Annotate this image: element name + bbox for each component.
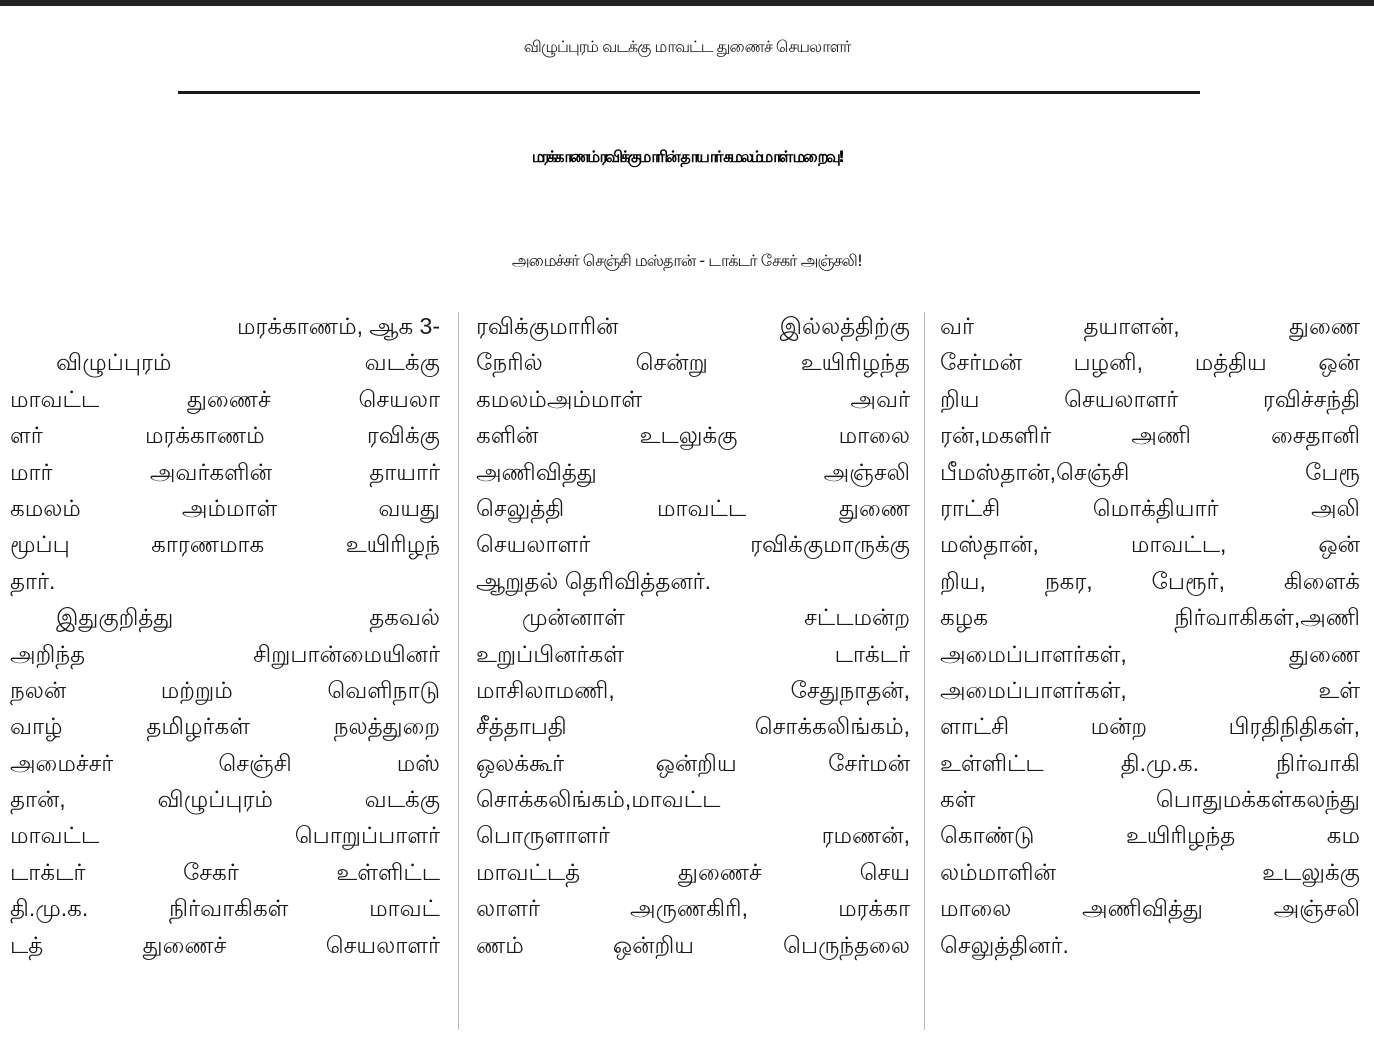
column-line: ஒலக்கூர் ஒன்றிய சேர்மன் <box>476 749 910 776</box>
column-line: றிய, நகர, பேரூர், கிளைக் <box>940 567 1360 594</box>
column-line: ளர் மரக்காணம் ரவிக்கு <box>10 422 440 449</box>
top-border-rule <box>0 0 1374 6</box>
article-column-2 <box>476 308 910 963</box>
column-line: தார். <box>10 567 56 594</box>
column-line: லம்மாளின் உடலுக்கு <box>940 858 1360 885</box>
column-line: மாவட்ட பொறுப்பாளர் <box>10 822 440 849</box>
column-line: டாக்டர் சேகர் உள்ளிட்ட <box>10 858 440 885</box>
column-line: ராட்சி மொக்தியார் அலி <box>940 494 1360 521</box>
column-line: செயலாளர் ரவிக்குமாருக்கு <box>476 531 910 558</box>
column-divider-2 <box>924 312 925 1030</box>
column-line: முன்னாள் சட்டமன்ற <box>522 604 910 631</box>
kicker-underline <box>178 91 1200 94</box>
column-line: றிய செயலாளர் ரவிச்சந்தி <box>940 385 1360 412</box>
column-line: இதுகுறித்து தகவல் <box>56 604 440 631</box>
column-line: தான், விழுப்புரம் வடக்கு <box>10 786 440 813</box>
column-line: ளாட்சி மன்ற பிரதிநிதிகள், <box>940 713 1360 740</box>
column-line: உள்ளிட்ட தி.மு.க. நிர்வாகி <box>940 749 1360 776</box>
column-line: ஆறுதல் தெரிவித்தனர். <box>476 567 712 594</box>
column-line: ரவிக்குமாரின் இல்லத்திற்கு <box>476 313 910 339</box>
column-line: கமலம் அம்மாள் வயது <box>10 494 440 521</box>
column-line: மாசிலாமணி, சேதுநாதன், <box>476 676 910 703</box>
column-line: உறுப்பினர்கள் டாக்டர் <box>476 640 910 667</box>
column-line: களின் உடலுக்கு மாலை <box>476 422 910 449</box>
column-line: லாளர் அருணகிரி, மரக்கா <box>476 895 910 922</box>
column-line: மாவட்ட துணைச் செயலா <box>10 385 440 412</box>
column-line: வர் தயாளன், துணை <box>940 313 1360 339</box>
column-line: கள் பொதுமக்கள்கலந்து <box>940 786 1360 813</box>
column-line: சீத்தாபதி சொக்கலிங்கம், <box>476 713 910 740</box>
column-line: கமலம்அம்மாள் அவர் <box>476 385 910 412</box>
column-line: பீமஸ்தான்,செஞ்சி பேரூ <box>940 458 1360 485</box>
column-line: சேர்மன் பழனி, மத்திய ஒன் <box>940 349 1360 376</box>
dateline: மரக்காணம், ஆக 3- <box>236 313 440 339</box>
column-line: சொக்கலிங்கம்,மாவட்ட <box>476 786 721 813</box>
column-line: அமைப்பாளர்கள், உள் <box>940 676 1360 703</box>
column-line: அமைச்சர் செஞ்சி மஸ் <box>10 749 440 776</box>
column-line: பொருளாளர் ரமணன், <box>476 822 910 849</box>
column-line: அணிவித்து அஞ்சலி <box>476 458 910 485</box>
column-line: செலுத்தி மாவட்ட துணை <box>476 494 910 521</box>
column-line: செலுத்தினர். <box>940 931 1069 958</box>
article-column-3 <box>940 308 1360 963</box>
column-line: விழுப்புரம் வடக்கு <box>56 349 440 376</box>
column-divider-1 <box>458 312 459 1030</box>
column-line: மஸ்தான், மாவட்ட, ஒன் <box>940 531 1360 558</box>
article-column-1 <box>10 308 440 963</box>
kicker-headline: விழுப்புரம் வடக்கு மாவட்ட துணைச் செயலாளர் <box>523 37 851 56</box>
column-line: கழக நிர்வாகிகள்,அணி <box>940 604 1360 631</box>
column-line: டத் துணைச் செயலாளர் <box>10 931 440 958</box>
column-line: கொண்டு உயிரிழந்த கம <box>940 822 1360 849</box>
column-line: நலன் மற்றும் வெளிநாடு <box>10 676 440 703</box>
column-line: அமைப்பாளர்கள், துணை <box>940 640 1360 667</box>
column-line: ரன்,மகளிர் அணி சைதானி <box>940 422 1360 449</box>
column-line: ணம் ஒன்றிய பெருந்தலை <box>476 931 910 958</box>
column-line: மார் அவர்களின் தாயார் <box>10 458 440 485</box>
column-line: வாழ் தமிழர்கள் நலத்துறை <box>10 713 440 740</box>
column-line: நேரில் சென்று உயிரிழந்த <box>476 349 910 376</box>
column-line: அறிந்த சிறுபான்மையினர் <box>10 640 440 667</box>
column-line: தி.மு.க. நிர்வாகிகள் மாவட் <box>10 895 440 922</box>
subheadline: அமைச்சர் செஞ்சி மஸ்தான் - டாக்டர் சேகர் அஞ்சலி! <box>511 251 863 270</box>
main-headline: மரக்காணம் ரவிக்குமாரின் தாயார் கமலம்மாள் மறைவு! <box>531 147 843 166</box>
column-line: மூப்பு காரணமாக உயிரிழந் <box>10 531 440 558</box>
column-line: மாலை அணிவித்து அஞ்சலி <box>940 895 1360 922</box>
column-line: மாவட்டத் துணைச் செய <box>476 858 910 885</box>
